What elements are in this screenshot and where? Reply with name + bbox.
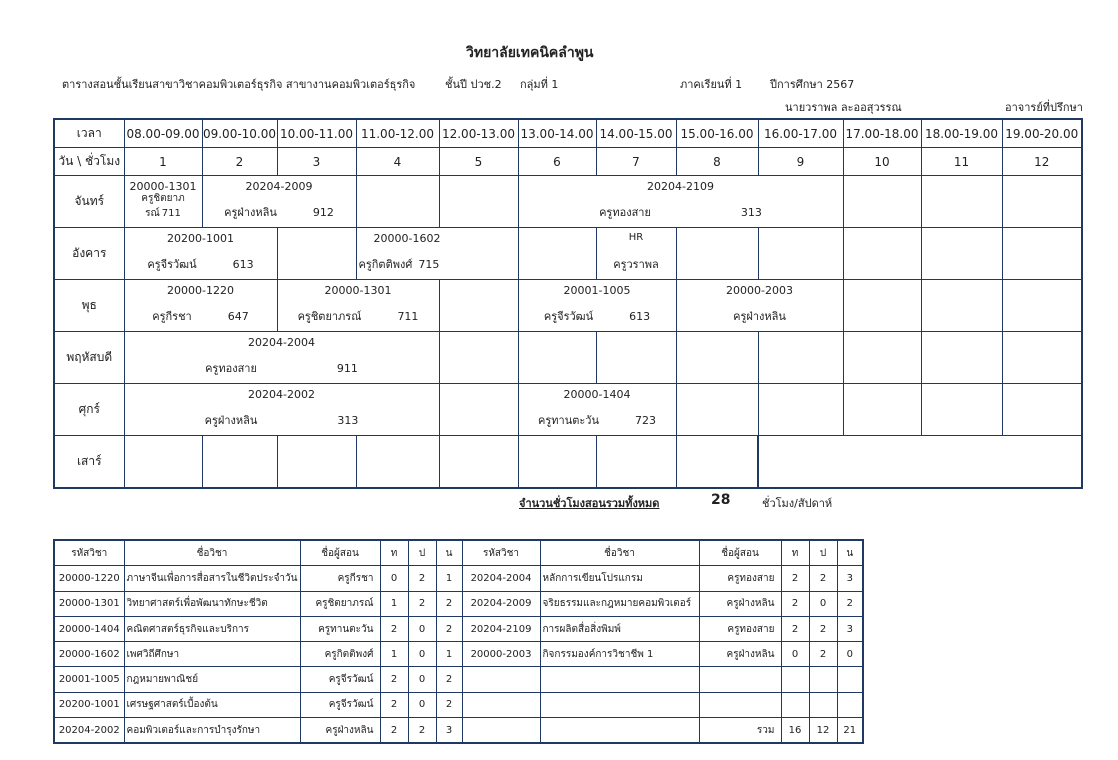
theory-hours: 0: [781, 642, 809, 667]
class-slot: [518, 280, 676, 332]
teacher-name: ครูฝ่างหลิน: [300, 718, 380, 744]
room-number: 715: [418, 258, 440, 271]
day-name: อังคาร: [54, 228, 124, 280]
period-number: 12: [1002, 148, 1082, 176]
time-slot: 11.00-12.00: [356, 119, 439, 148]
class-slot: [124, 384, 439, 436]
teacher-name: ครูทองสาย: [205, 362, 257, 375]
subject-code: 20200-1001: [167, 232, 234, 245]
day-name: จันทร์: [54, 176, 124, 228]
empty-slot: [356, 176, 439, 228]
empty-slot: [1002, 384, 1082, 436]
empty-slot: [843, 384, 921, 436]
teacher-name: ครูทานตะวัน: [538, 414, 599, 427]
empty-slot: [1002, 176, 1082, 228]
subject-code: 20000-1602: [373, 232, 441, 245]
class-slot: [596, 228, 676, 280]
teacher-name: ครูกีรชา: [152, 310, 192, 323]
subject-code: 20204-2109: [647, 180, 714, 193]
day-row-monday: [54, 176, 1082, 228]
subject-name: เพศวิถีศึกษา: [124, 642, 300, 667]
total-hours-label: จำนวนชั่วโมงสอนรวมทั้งหมด: [519, 497, 660, 510]
practice-hours: 0: [408, 616, 436, 641]
teacher-name: ครูชิตยาภรณ์: [141, 193, 185, 219]
subject-code: 20000-2003: [726, 284, 793, 297]
period-number: 4: [356, 148, 439, 176]
practice-hours: 2: [408, 566, 436, 591]
subject-code: 20000-1404: [54, 616, 124, 641]
subject-name: [540, 718, 699, 744]
empty-slot: [843, 176, 921, 228]
timetable: [53, 118, 1083, 489]
room-number: 912: [312, 206, 334, 219]
empty-slot: [843, 228, 921, 280]
theory-hours: 2: [781, 566, 809, 591]
empty-slot: [1002, 228, 1082, 280]
empty-slot: [518, 228, 596, 280]
subject-code: 20204-2004: [462, 566, 540, 591]
teacher-name: ครูฝ่างหลิน: [733, 310, 786, 323]
credits: 0: [837, 642, 863, 667]
period-number: 5: [439, 148, 518, 176]
credits: 21: [837, 718, 863, 744]
teacher-name: ครูกิตติพงศ์: [300, 642, 380, 667]
subject-name: กิจกรรมองค์การวิชาชีพ 1: [540, 642, 699, 667]
theory-hours: 16: [781, 718, 809, 744]
subject-code: [462, 692, 540, 717]
credits: [837, 692, 863, 717]
empty-slot: [676, 436, 758, 489]
day-name: พฤหัสบดี: [54, 332, 124, 384]
theory-hours: 1: [380, 591, 408, 616]
room-number: 911: [336, 362, 358, 375]
practice-hours: 12: [809, 718, 837, 744]
class-slot: [676, 280, 843, 332]
total-hours-unit: ชั่วโมง/สัปดาห์: [762, 497, 833, 510]
credits: 1: [436, 642, 462, 667]
teacher-name: ครูทองสาย: [599, 206, 651, 219]
subject-name: หลักการเขียนโปรแกรม: [540, 566, 699, 591]
credits: [837, 667, 863, 692]
practice-hours: 0: [408, 692, 436, 717]
teacher-name: [699, 692, 781, 717]
practice-hours: 2: [408, 718, 436, 744]
teacher-name: ครูฝ่างหลิน: [204, 414, 258, 427]
header-code: รหัสวิชา: [462, 540, 540, 566]
period-number: 6: [518, 148, 596, 176]
empty-slot: [921, 176, 1002, 228]
class-slot: [518, 384, 676, 436]
subject-code: 20000-1220: [54, 566, 124, 591]
practice-hours: [809, 692, 837, 717]
period-number: 8: [676, 148, 758, 176]
teacher-name: ครูฝ่างหลิน: [224, 206, 277, 219]
header-teacher: ชื่อผู้สอน: [300, 540, 380, 566]
teacher-name: ครูกีรชา: [300, 566, 380, 591]
theory-hours: 0: [380, 566, 408, 591]
class-slot: [518, 176, 843, 228]
teacher-name: ครูจีรวัฒน์: [543, 310, 594, 323]
empty-slot: [356, 436, 439, 489]
total-hours-value: 28: [711, 492, 731, 508]
day-row-wednesday: [54, 280, 1082, 332]
subject-name: คอมพิวเตอร์และการบำรุงรักษา: [124, 718, 300, 744]
subject-name: ภาษาจีนเพื่อการสื่อสารในชีวิตประจำวัน: [124, 566, 300, 591]
room-number: 711: [397, 310, 419, 323]
empty-slot: [518, 332, 596, 384]
schedule-description: ตารางสอนชั้นเรียนสาขาวิชาคอมพิวเตอร์ธุรกิจ สาขางานคอมพิวเตอร์ธุรกิจ: [62, 78, 416, 91]
subject-code: 20000-1301: [54, 591, 124, 616]
subject-code: 20204-2004: [248, 336, 315, 349]
class-slot: [124, 332, 439, 384]
time-slot: 08.00-09.00: [124, 119, 202, 148]
credits: 2: [436, 692, 462, 717]
teacher-name: ครูฝ่างหลิน: [699, 642, 781, 667]
practice-hours: 0: [809, 591, 837, 616]
period-row: [54, 148, 1082, 176]
subject-row: [54, 642, 863, 667]
empty-slot: [676, 332, 758, 384]
empty-slot: [596, 436, 676, 489]
empty-slot: [596, 332, 676, 384]
teacher-name: ครูทองสาย: [699, 616, 781, 641]
empty-slot: [843, 332, 921, 384]
credits: 3: [837, 616, 863, 641]
class-slot: [124, 280, 277, 332]
class-slot: [202, 176, 356, 228]
empty-slot: [439, 384, 518, 436]
blank-area: [921, 436, 1002, 489]
time-slot: 13.00-14.00: [518, 119, 596, 148]
advisor-label: อาจารย์ที่ปรึกษา: [1005, 101, 1083, 114]
time-slot: 17.00-18.00: [843, 119, 921, 148]
teacher-name: [699, 667, 781, 692]
empty-slot: [676, 384, 758, 436]
credits: 1: [436, 566, 462, 591]
academic-year: ปีการศึกษา 2567: [770, 78, 855, 91]
theory-hours: 2: [380, 616, 408, 641]
empty-slot: [1002, 332, 1082, 384]
blank-area: [843, 436, 921, 489]
subject-code: 20001-1005: [563, 284, 631, 297]
empty-slot: [518, 436, 596, 489]
header-practice: ป: [809, 540, 837, 566]
day-name: เสาร์: [54, 436, 124, 489]
theory-hours: 2: [380, 692, 408, 717]
period-number: 2: [202, 148, 277, 176]
header-subject: ชื่อวิชา: [540, 540, 699, 566]
time-slot: 16.00-17.00: [758, 119, 843, 148]
period-label: วัน \ ชั่วโมง: [54, 148, 124, 176]
empty-slot: [439, 280, 518, 332]
blank-area: [758, 436, 843, 489]
teacher-name: ครูวราพล: [613, 258, 659, 271]
time-slot: 15.00-16.00: [676, 119, 758, 148]
credits: 2: [436, 616, 462, 641]
room-number: 613: [629, 310, 651, 323]
theory-hours: 2: [781, 616, 809, 641]
room-number: 723: [634, 414, 656, 427]
empty-slot: [439, 332, 518, 384]
theory-hours: 1: [380, 642, 408, 667]
subject-name: วิทยาศาสตร์เพื่อพัฒนาทักษะชีวิต: [124, 591, 300, 616]
subject-row: [54, 591, 863, 616]
time-slot: 19.00-20.00: [1002, 119, 1082, 148]
subject-list-table: [53, 539, 864, 744]
time-slot: 14.00-15.00: [596, 119, 676, 148]
subject-name: [540, 692, 699, 717]
practice-hours: 0: [408, 667, 436, 692]
time-slot: 09.00-10.00: [202, 119, 277, 148]
empty-slot: [1002, 280, 1082, 332]
subject-code: 20200-1001: [54, 692, 124, 717]
class-group: กลุ่มที่ 1: [520, 78, 559, 91]
room-number: 711: [161, 208, 181, 219]
teacher-name: ครูจีรวัฒน์: [147, 258, 197, 271]
teacher-name: ครูจีรวัฒน์: [300, 667, 380, 692]
period-number: 10: [843, 148, 921, 176]
subject-row: [54, 692, 863, 717]
header-theory: ท: [781, 540, 809, 566]
header-code: รหัสวิชา: [54, 540, 124, 566]
empty-slot: [277, 436, 356, 489]
period-number: 9: [758, 148, 843, 176]
practice-hours: 2: [809, 616, 837, 641]
header-theory: ท: [380, 540, 408, 566]
class-level: ชั้นปี ปวช.2: [445, 78, 502, 91]
theory-hours: 2: [380, 667, 408, 692]
theory-hours: 2: [781, 591, 809, 616]
day-row-friday: [54, 384, 1082, 436]
time-slot: 12.00-13.00: [439, 119, 518, 148]
day-row-saturday: [54, 436, 1082, 489]
credits: 2: [436, 667, 462, 692]
subject-code: 20000-1404: [563, 388, 631, 401]
credits: 2: [436, 591, 462, 616]
subject-row: [54, 566, 863, 591]
header-teacher: ชื่อผู้สอน: [699, 540, 781, 566]
empty-slot: [758, 384, 843, 436]
subject-row: [54, 718, 863, 744]
empty-slot: [439, 436, 518, 489]
time-slot: 18.00-19.00: [921, 119, 1002, 148]
theory-hours: [781, 667, 809, 692]
subject-code: 20204-2009: [245, 180, 313, 193]
empty-slot: [921, 332, 1002, 384]
practice-hours: 0: [408, 642, 436, 667]
empty-slot: [676, 228, 758, 280]
time-slot: 10.00-11.00: [277, 119, 356, 148]
day-row-thursday: [54, 332, 1082, 384]
credits: 2: [837, 591, 863, 616]
teacher-name: รวม: [699, 718, 781, 744]
period-number: 1: [124, 148, 202, 176]
teacher-name: ครูทานตะวัน: [300, 616, 380, 641]
subject-code: 20000-1301: [129, 180, 197, 193]
day-row-tuesday: [54, 228, 1082, 280]
subject-name: [540, 667, 699, 692]
time-row: [54, 119, 1082, 148]
subject-code: 20204-2002: [248, 388, 315, 401]
header-practice: ป: [408, 540, 436, 566]
header-subject: ชื่อวิชา: [124, 540, 300, 566]
subject-code: 20000-1220: [167, 284, 234, 297]
subject-code: 20000-2003: [462, 642, 540, 667]
semester: ภาคเรียนที่ 1: [680, 78, 743, 91]
subject-code: 20204-2009: [462, 591, 540, 616]
header-credit: น: [837, 540, 863, 566]
empty-slot: [921, 228, 1002, 280]
room-number: 313: [337, 414, 359, 427]
room-number: 647: [227, 310, 249, 323]
room-number: 613: [232, 258, 254, 271]
advisor-name: นายวราพล ละออสุวรรณ: [785, 101, 902, 114]
teacher-name: ครูชิตยาภรณ์: [300, 591, 380, 616]
subject-row: [54, 667, 863, 692]
practice-hours: 2: [809, 642, 837, 667]
teacher-name: ครูทองสาย: [699, 566, 781, 591]
subject-code: [462, 718, 540, 744]
room-number: 313: [740, 206, 762, 219]
header-credit: น: [436, 540, 462, 566]
subject-code: 20000-1602: [54, 642, 124, 667]
theory-hours: [781, 692, 809, 717]
period-number: 11: [921, 148, 1002, 176]
subject-name: จริยธรรมและกฎหมายคอมพิวเตอร์: [540, 591, 699, 616]
subject-code: 20001-1005: [54, 667, 124, 692]
college-title: วิทยาลัยเทคนิคลำพูน: [466, 45, 594, 61]
subject-name: คณิตศาสตร์ธุรกิจและบริการ: [124, 616, 300, 641]
empty-slot: [124, 436, 202, 489]
period-number: 7: [596, 148, 676, 176]
class-slot: [124, 176, 202, 228]
subject-row: [54, 616, 863, 641]
subject-code: 20000-1301: [324, 284, 392, 297]
day-name: พุธ: [54, 280, 124, 332]
subject-code: HR: [628, 232, 644, 243]
subject-code: [462, 667, 540, 692]
subject-name: เศรษฐศาสตร์เบื้องต้น: [124, 692, 300, 717]
teacher-name: ครูชิตยาภรณ์: [297, 310, 362, 323]
practice-hours: [809, 667, 837, 692]
subject-header-row: [54, 540, 863, 566]
subject-name: การผลิตสื่อสิ่งพิมพ์: [540, 616, 699, 641]
time-label: เวลา: [54, 119, 124, 148]
practice-hours: 2: [809, 566, 837, 591]
theory-hours: 2: [380, 718, 408, 744]
teacher-name: ครูฝ่างหลิน: [699, 591, 781, 616]
empty-slot: [843, 280, 921, 332]
subject-code: 20204-2002: [54, 718, 124, 744]
subject-code: 20204-2109: [462, 616, 540, 641]
teacher-name: ครูกิตติพงศ์: [358, 258, 413, 271]
day-name: ศุกร์: [54, 384, 124, 436]
empty-slot: [921, 280, 1002, 332]
empty-slot: [758, 332, 843, 384]
credits: 3: [436, 718, 462, 744]
class-slot: [277, 280, 439, 332]
period-number: 3: [277, 148, 356, 176]
empty-slot: [202, 436, 277, 489]
credits: 3: [837, 566, 863, 591]
class-slot: [124, 228, 277, 280]
empty-slot: [921, 384, 1002, 436]
teacher-name: ครูจีรวัฒน์: [300, 692, 380, 717]
practice-hours: 2: [408, 591, 436, 616]
empty-slot: [439, 176, 518, 228]
class-slot: [356, 228, 518, 280]
subject-name: กฎหมายพาณิชย์: [124, 667, 300, 692]
empty-slot: [758, 228, 843, 280]
